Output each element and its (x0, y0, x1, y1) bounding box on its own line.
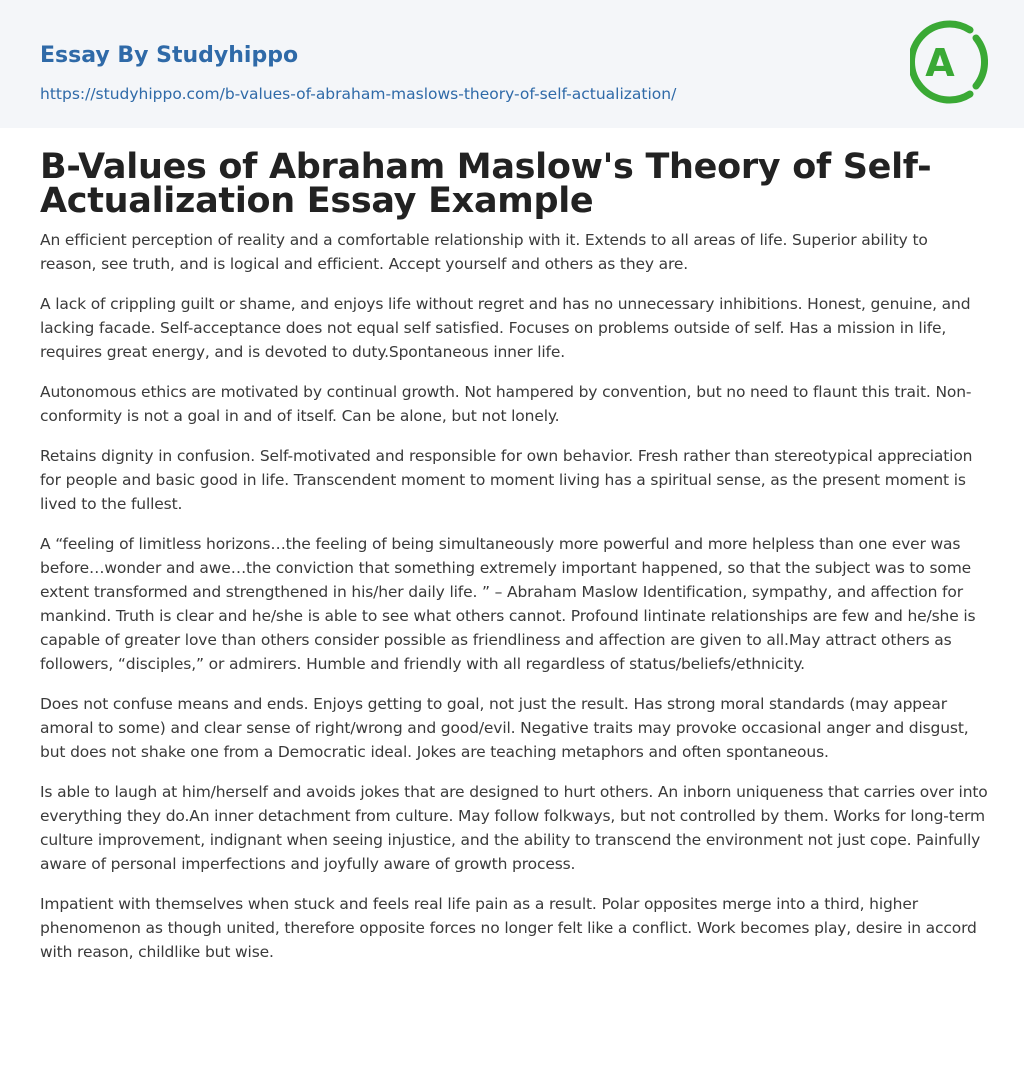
paragraph: Is able to laugh at him/herself and avoids jokes that are designed to hurt others. An inborn uniqueness that carries over into everything they do.An inner detachment from culture. May follow folkways, but not controlled by them. Works for long-term culture improvement, indignant when seeing injustice, and the ability to transcend the environment not just cope. Painfully aware of personal imperfections and joyfully aware of growth process. (40, 783, 988, 873)
paragraph: Does not confuse means and ends. Enjoys getting to goal, not just the result. Has strong moral standards (may appear amoral to some) and clear sense of right/wrong and good/evil. Negative traits may provoke occasional anger and disgust, but does not shake one from a Democratic ideal. Jokes are teaching metaphors and often spontaneous. (40, 695, 969, 761)
article-title: B-Values of Abraham Maslow's Theory of Self-Actualization Essay Example (40, 147, 932, 221)
site-brand[interactable]: Essay By Studyhippo (40, 43, 299, 68)
paragraph: Impatient with themselves when stuck and feels real life pain as a result. Polar opposites merge into a third, higher phenomenon as though united, therefore opposite forces no longer felt like a conflict. Work becomes play, desire in accord with reason, childlike but wise. (40, 895, 977, 961)
article-body (40, 228, 988, 980)
studyhippo-logo-icon[interactable] (910, 18, 988, 106)
paragraph: A lack of crippling guilt or shame, and enjoys life without regret and has no unnecessary inhibitions. Honest, genuine, and lacking facade. Self-acceptance does not equal self satisfied. Focuses on problems outside of self. Has a mission in life, requires great energy, and is devoted to duty.Spontaneous inner life. (40, 295, 971, 361)
logo-letter: A (925, 41, 955, 85)
paragraph: Autonomous ethics are motivated by continual growth. Not hampered by convention, but no need to flaunt this trait. Non-conformity is not a goal in and of itself. Can be alone, but not lonely. (40, 383, 972, 425)
page-header (0, 0, 1024, 128)
source-url-link[interactable]: https://studyhippo.com/b-values-of-abraham-maslows-theory-of-self-actualization/ (40, 85, 677, 103)
paragraph: An efficient perception of reality and a comfortable relationship with it. Extends to all areas of life. Superior ability to reason, see truth, and is logical and efficient. Accept yourself and others as they are. (40, 231, 928, 273)
paragraph: A “feeling of limitless horizons…the feeling of being simultaneously more powerful and more helpless than one ever was before…wonder and awe…the conviction that something extremely important happened, so that the subject was to some extent transformed and strengthened in his/her daily life. ” – Abraham Maslow Identification, sympathy, and affection for mankind. Truth is clear and he/she is able to see what others cannot. Profound lintinate relationships are few and he/she is capable of greater love than others consider possible as friendliness and affection are given to all.May attract others as followers, “disciples,” or admirers. Humble and friendly with all regardless of status/beliefs/ethnicity. (40, 535, 976, 673)
paragraph: Retains dignity in confusion. Self-motivated and responsible for own behavior. Fresh rather than stereotypical appreciation for people and basic good in life. Transcendent moment to moment living has a spiritual sense, as the present moment is lived to the fullest. (40, 447, 973, 513)
